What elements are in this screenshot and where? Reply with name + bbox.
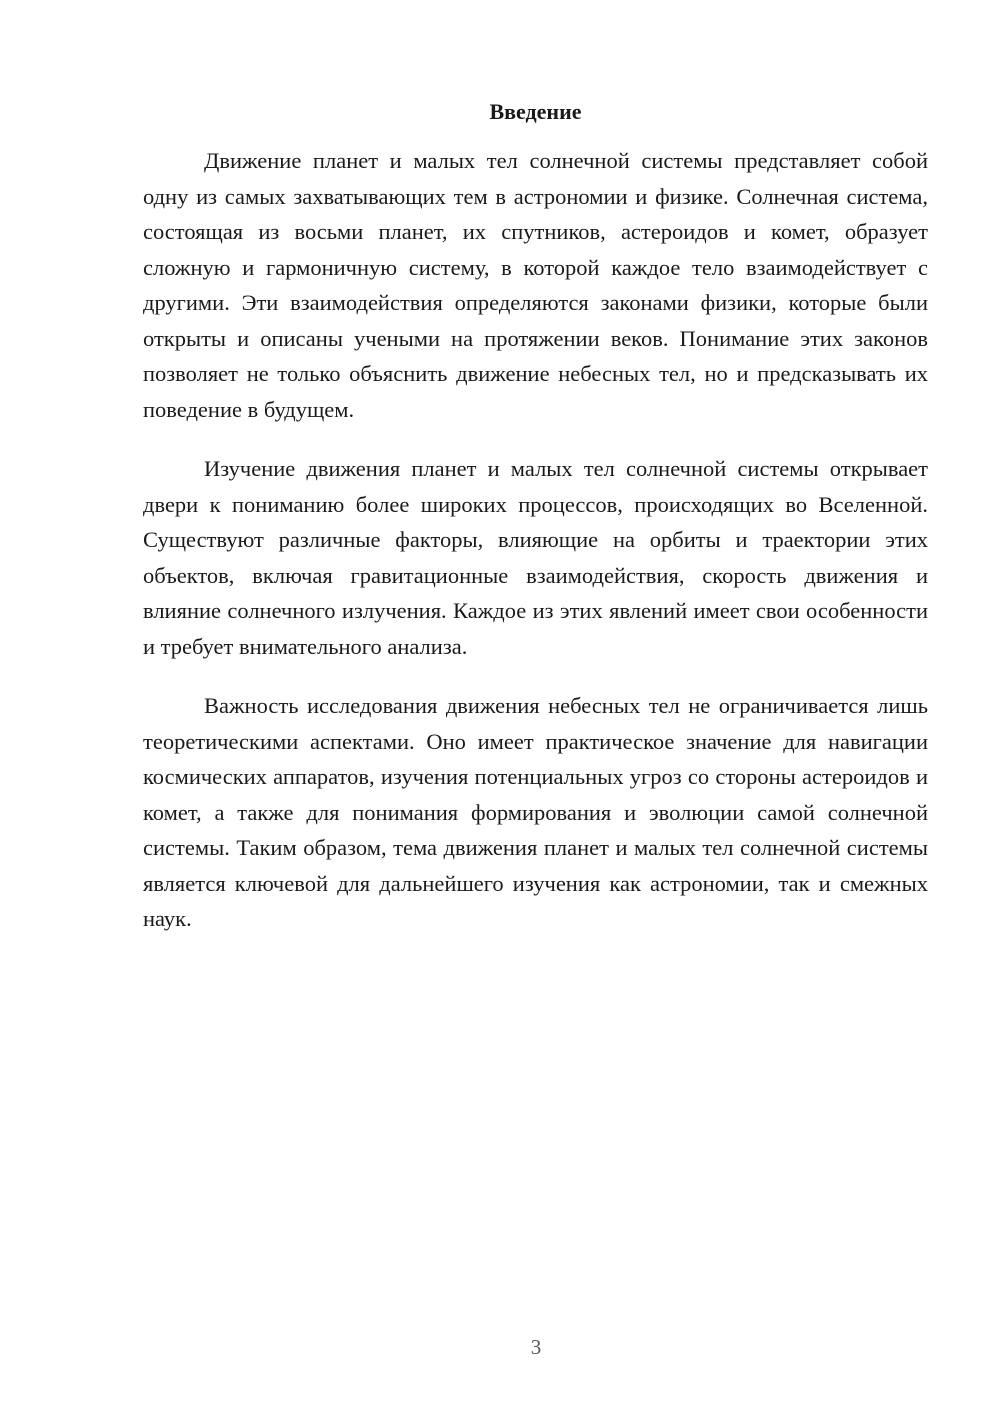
- body-text: [143, 143, 928, 937]
- page-number: 3: [530, 1335, 542, 1359]
- paragraph-1: Движение планет и малых тел солнечной системы представляет собой одну из самых захватывающих тем в астрономии и физике. Солнечная система, состоящая из восьми планет, их спутников, астероидов и комет, образует сложную и гармоничную систему, в которой каждое тело взаимодействует с другими. Эти взаимодействия определяются законами физики, которые были открыты и описаны учеными на протяжении веков. Понимание этих законов позволяет не только объяснить движение небесных тел, но и предсказывать их поведение в будущем.: [143, 148, 928, 422]
- paragraph-2: Изучение движения планет и малых тел солнечной системы открывает двери к пониманию более широких процессов, происходящих во Вселенной. Существуют различные факторы, влияющие на орбиты и траектории этих объектов, включая гравитационные взаимодействия, скорость движения и влияние солнечного излучения. Каждое из этих явлений имеет свои особенности и требует внимательного анализа.: [143, 456, 928, 659]
- section-title: Введение: [489, 99, 582, 124]
- paragraph-3: Важность исследования движения небесных тел не ограничивается лишь теоретическими аспектами. Оно имеет практическое значение для навигации космических аппаратов, изучения потенциальных угроз со стороны астероидов и комет, а также для понимания формирования и эволюции самой солнечной системы. Таким образом, тема движения планет и малых тел солнечной системы является ключевой для дальнейшего изучения как астрономии, так и смежных наук.: [143, 693, 928, 931]
